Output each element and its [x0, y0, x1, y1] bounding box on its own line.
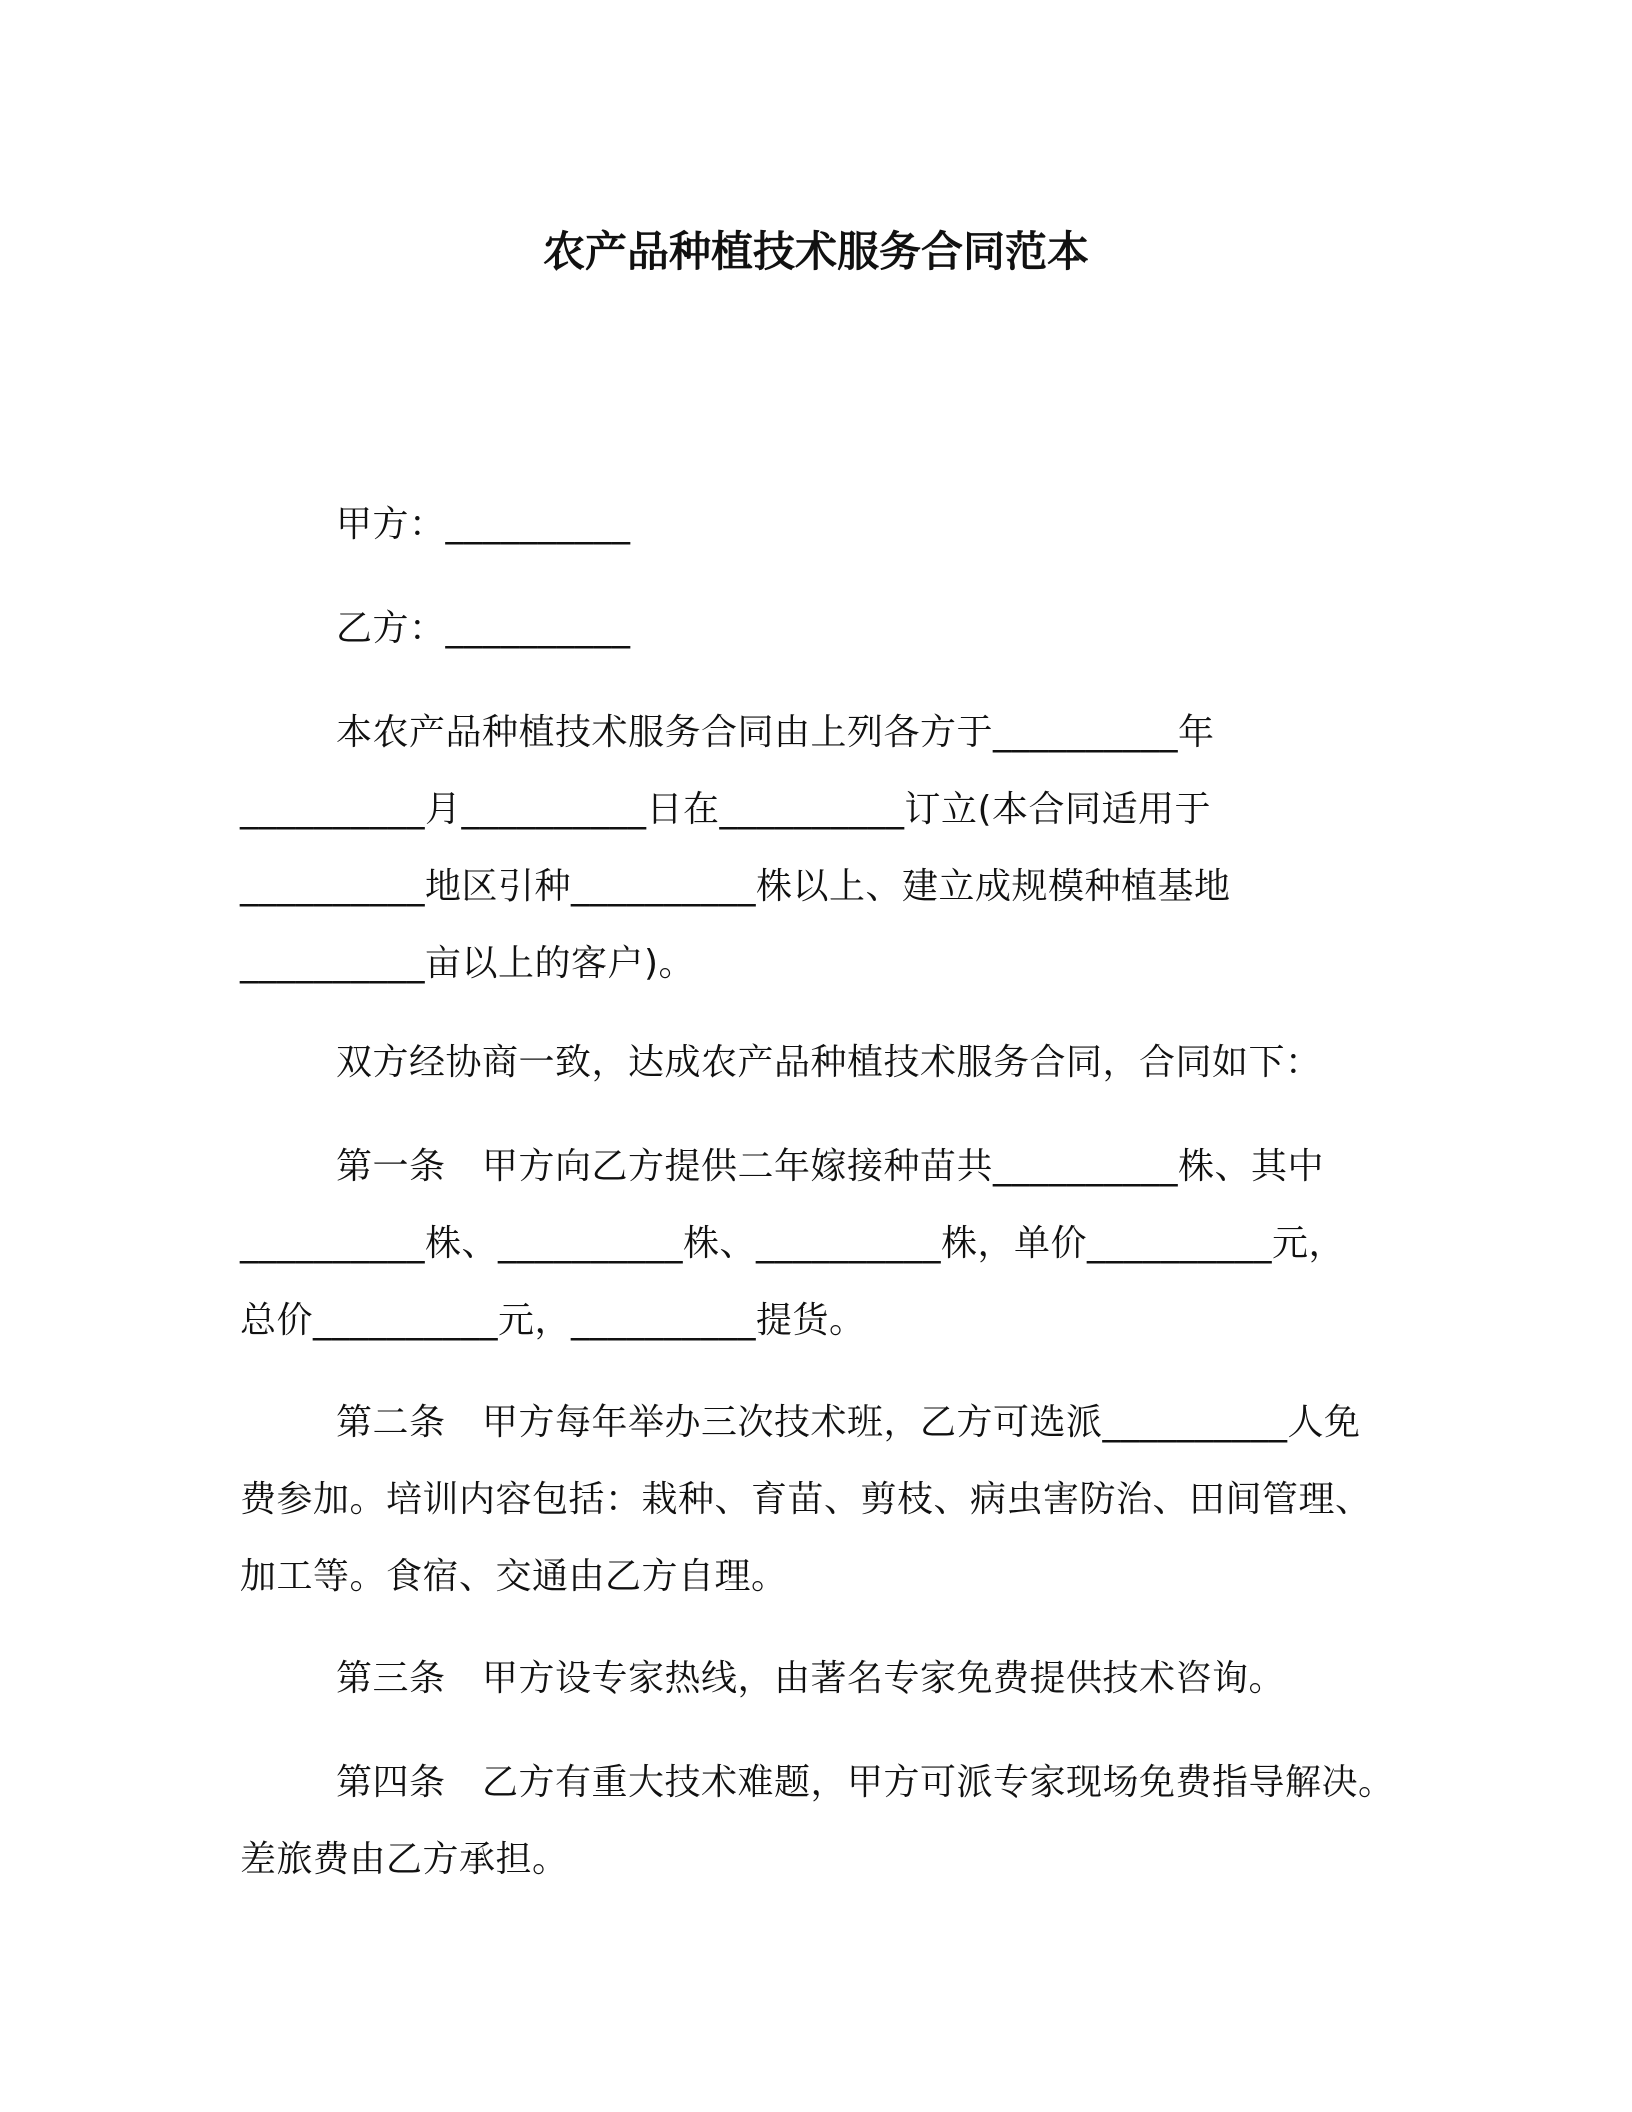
- agreement-paragraph: [240, 1024, 1400, 1101]
- document-title: 农产品种植技术服务合同范本: [542, 227, 1089, 276]
- article-4: [240, 1744, 1400, 1898]
- article-2-line: 第二条 甲方每年举办三次技术班，乙方可选派__________人免: [336, 1402, 1361, 1443]
- party-a-line: [240, 486, 1400, 563]
- article-1-line: 总价__________元，__________提货。: [240, 1300, 866, 1341]
- party-a-text: 甲方：__________: [336, 504, 631, 545]
- article-1: [240, 1128, 1400, 1359]
- party-b-text: 乙方：__________: [336, 608, 631, 649]
- intro-paragraph: [240, 694, 1400, 1002]
- article-3: [240, 1640, 1400, 1717]
- intro-line: __________亩以上的客户)。: [240, 943, 696, 984]
- intro-line: __________地区引种__________株以上、建立成规模种植基地: [240, 866, 1231, 907]
- article-3-text: 第三条 甲方设专家热线，由著名专家免费提供技术咨询。: [336, 1658, 1286, 1699]
- intro-line: __________月__________日在__________订立(本合同适用于: [240, 789, 1212, 830]
- article-2-line: 加工等。食宿、交通由乙方自理。: [240, 1556, 788, 1597]
- agreement-text: 双方经协商一致，达成农产品种植技术服务合同，合同如下：: [336, 1042, 1322, 1083]
- article-1-line: 第一条 甲方向乙方提供二年嫁接种苗共__________株、其中: [336, 1146, 1325, 1187]
- intro-line: 本农产品种植技术服务合同由上列各方于__________年: [336, 712, 1215, 753]
- article-2: [240, 1384, 1400, 1615]
- article-1-line: __________株、__________株、__________株，单价__________元，: [240, 1223, 1346, 1264]
- article-4-line: 第四条 乙方有重大技术难题，甲方可派专家现场免费指导解决。: [336, 1762, 1395, 1803]
- party-b-line: [240, 590, 1400, 667]
- article-4-line: 差旅费由乙方承担。: [240, 1839, 569, 1880]
- article-2-line: 费参加。培训内容包括：栽种、育苗、剪枝、病虫害防治、田间管理、: [240, 1479, 1372, 1520]
